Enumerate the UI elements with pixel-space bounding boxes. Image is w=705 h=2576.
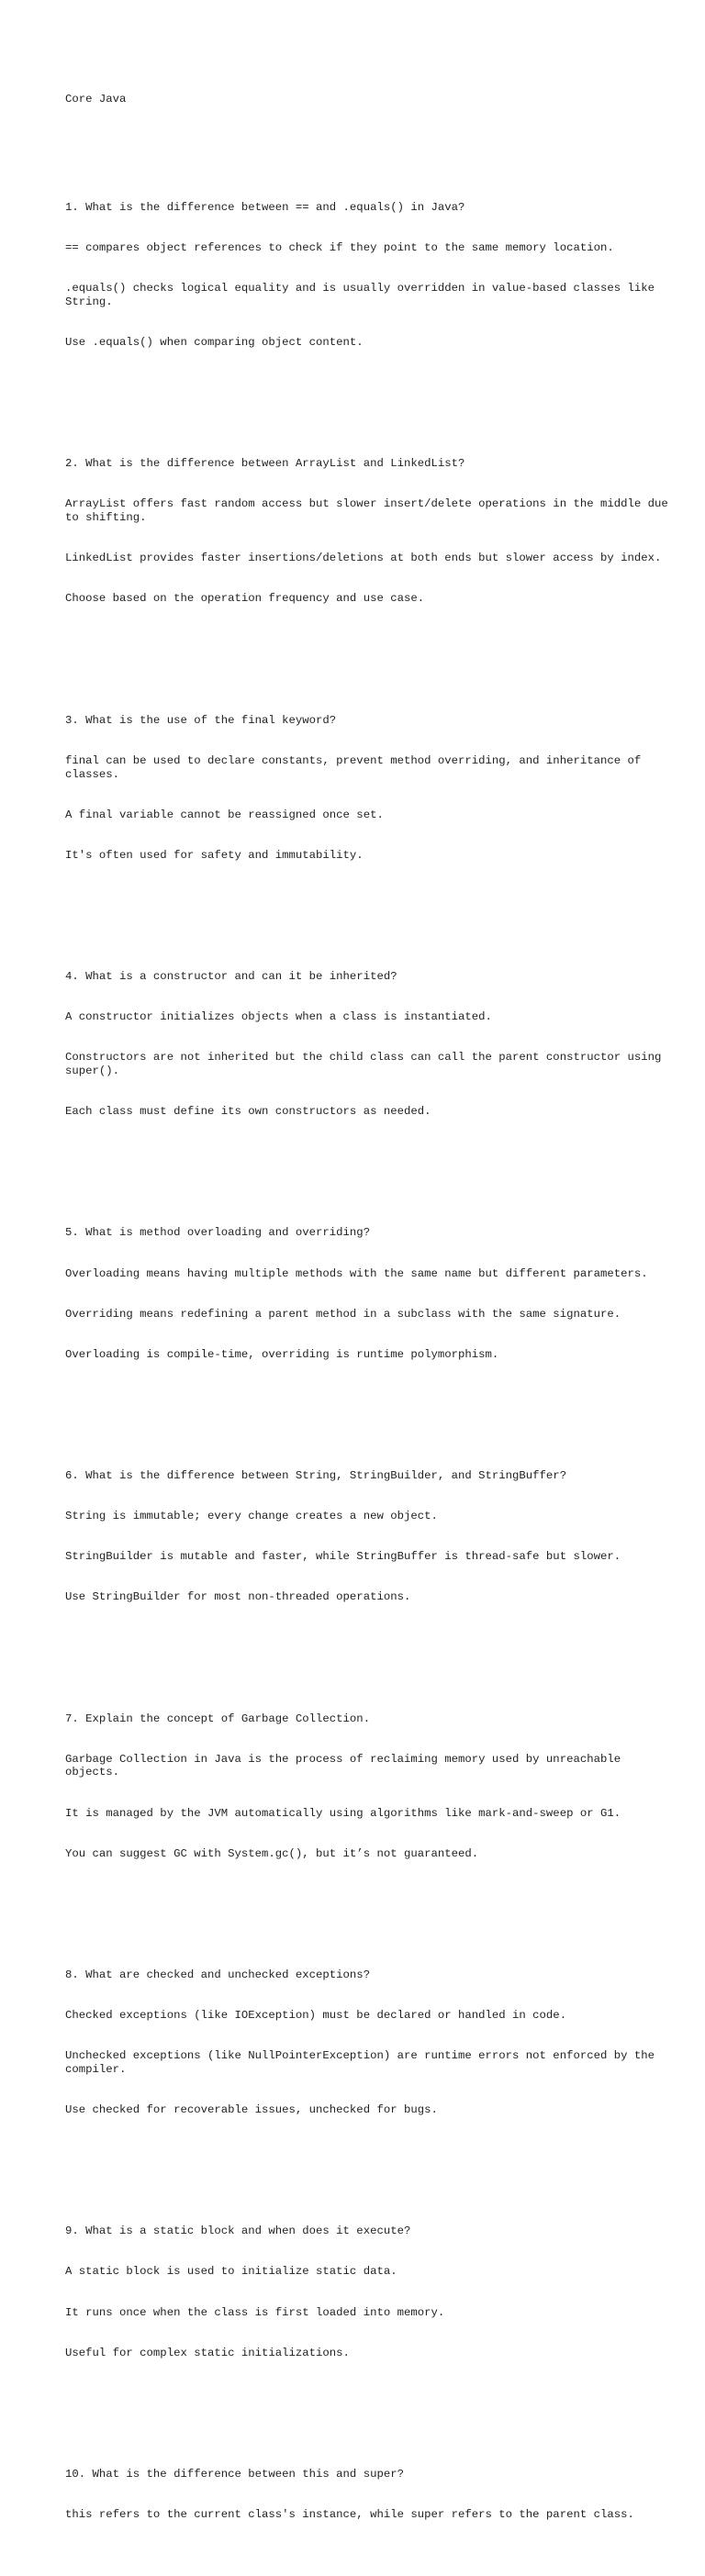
answer-3-line-3: It's often used for safety and immutability.	[65, 848, 364, 862]
question-9: 9. What is a static block and when does it execute?	[65, 2225, 411, 2238]
qa-section-10	[65, 2441, 671, 2549]
qa-section-3	[65, 686, 671, 889]
question-6: 6. What is the difference between String, StringBuilder, and StringBuffer?	[65, 1469, 567, 1483]
answer-3-line-1: final can be used to declare constants, prevent method overriding, and inheritance of classes.	[65, 753, 648, 781]
answer-9-line-2: It runs once when the class is first loaded into memory.	[65, 2305, 445, 2319]
qa-section-6	[65, 1443, 671, 1632]
document-title: Core Java	[65, 93, 127, 106]
question-2: 2. What is the difference between ArrayList and LinkedList?	[65, 457, 465, 471]
question-5: 5. What is method overloading and overriding?	[65, 1226, 371, 1240]
answer-5-line-2: Overriding means redefining a parent method in a subclass with the same signature.	[65, 1307, 621, 1321]
answer-4-line-1: A constructor initializes objects when a class is instantiated.	[65, 1010, 492, 1024]
qa-section-7	[65, 1685, 671, 1888]
question-7: 7. Explain the concept of Garbage Collection.	[65, 1712, 371, 1725]
qa-section-9	[65, 2198, 671, 2387]
answer-6-line-3: Use StringBuilder for most non-threaded operations.	[65, 1590, 411, 1604]
answer-7-line-3: You can suggest GC with System.gc(), but it’s not guaranteed.	[65, 1846, 479, 1860]
answer-2-line-2: LinkedList provides faster insertions/deletions at both ends but slower access by index.	[65, 552, 662, 565]
answer-9-line-1: A static block is used to initialize static data.	[65, 2265, 397, 2279]
answer-8-line-2: Unchecked exceptions (like NullPointerException) are runtime errors not enforced by the compiler.	[65, 2049, 662, 2076]
answer-7-line-2: It is managed by the JVM automatically using algorithms like mark-and-sweep or G1.	[65, 1806, 621, 1820]
answer-4-line-2: Constructors are not inherited but the child class can call the parent constructor using super().	[65, 1051, 668, 1077]
qa-section-1	[65, 174, 671, 377]
answer-1-line-2: .equals() checks logical equality and is usually overridden in value-based classes like String.	[65, 282, 662, 308]
question-4: 4. What is a constructor and can it be inherited?	[65, 970, 397, 984]
question-3: 3. What is the use of the final keyword?	[65, 713, 337, 727]
qa-section-2	[65, 430, 676, 633]
question-10: 10. What is the difference between this and super?	[65, 2468, 404, 2481]
answer-6-line-2: StringBuilder is mutable and faster, while StringBuffer is thread-safe but slower.	[65, 1550, 621, 1564]
answer-10-line-1: this refers to the current class's instance, while super refers to the parent class.	[65, 2508, 634, 2522]
qa-section-8	[65, 1942, 671, 2145]
document-page	[65, 66, 676, 2576]
qa-section-4	[65, 943, 671, 1146]
answer-2-line-3: Choose based on the operation frequency and use case.	[65, 592, 425, 606]
answer-2-line-1: ArrayList offers fast random access but slower insert/delete operations in the middle due to shifting.	[65, 497, 676, 525]
answer-6-line-1: String is immutable; every change creates a new object.	[65, 1510, 438, 1523]
answer-8-line-1: Checked exceptions (like IOException) must be declared or handled in code.	[65, 2009, 567, 2023]
question-1: 1. What is the difference between == and .equals() in Java?	[65, 201, 465, 215]
answer-4-line-3: Each class must define its own constructors as needed.	[65, 1105, 431, 1119]
answer-8-line-3: Use checked for recoverable issues, unchecked for bugs.	[65, 2103, 438, 2117]
answer-3-line-2: A final variable cannot be reassigned once set.	[65, 808, 384, 821]
answer-5-line-1: Overloading means having multiple methods with the same name but different parameters.	[65, 1266, 648, 1280]
qa-section-5	[65, 1199, 671, 1388]
question-8: 8. What are checked and unchecked exceptions?	[65, 1968, 371, 1982]
answer-1-line-1: == compares object references to check if they point to the same memory location.	[65, 241, 614, 255]
answer-7-line-1: Garbage Collection in Java is the process of reclaiming memory used by unreachable objects.	[65, 1752, 628, 1779]
answer-9-line-3: Useful for complex static initializations.	[65, 2346, 350, 2359]
answer-5-line-3: Overloading is compile-time, overriding is runtime polymorphism.	[65, 1347, 499, 1361]
answer-1-line-3: Use .equals() when comparing object content.	[65, 336, 364, 350]
